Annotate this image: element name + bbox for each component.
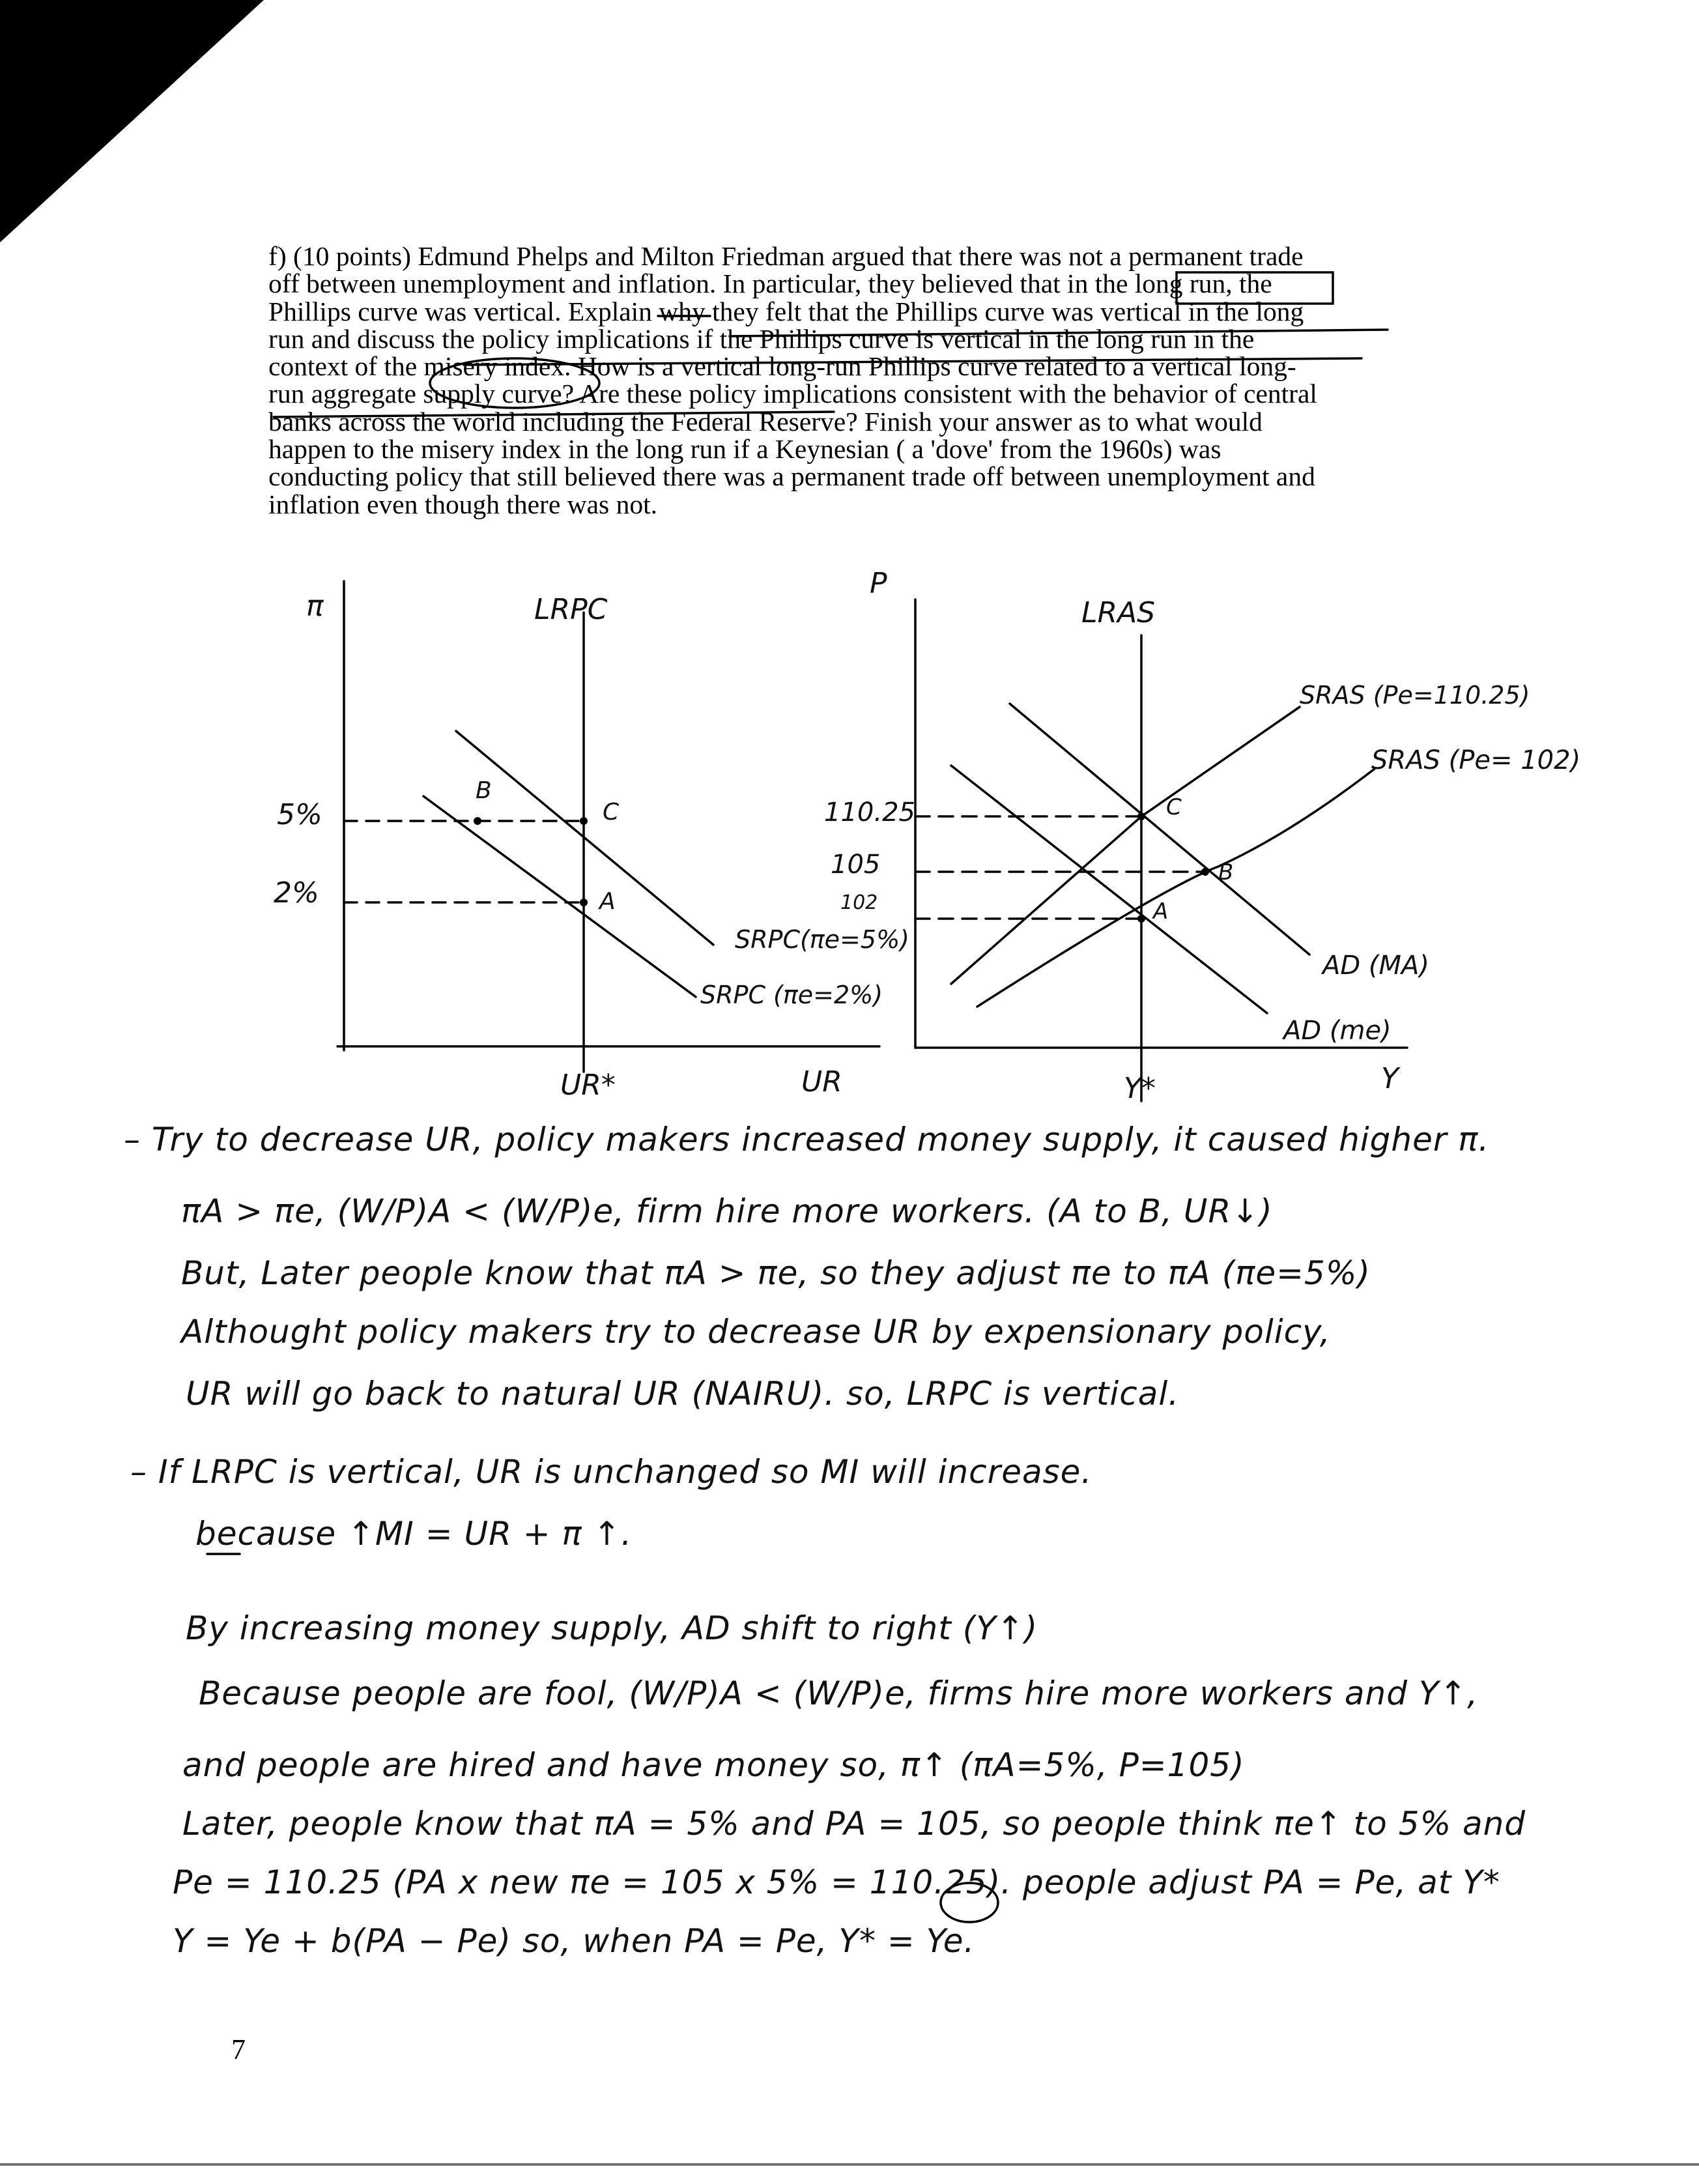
question-line: run and discuss the policy implications if the Phillips curve is vertical in the long run in the (268, 323, 1255, 354)
question-line: context of the misery index. How is a vertical long-run Phillips curve related to a vertical long- (268, 351, 1296, 382)
phillips-x-label: UR (801, 1065, 842, 1099)
point-c-label: C (603, 799, 620, 826)
question-line: banks across the world including the Federal Reserve? Finish your answer as to what would (268, 406, 1263, 437)
answer-line: and people are hired and have money so, π↑ (πA=5%, P=105) (182, 1746, 1245, 1784)
sras-new-label: SRAS (Pe=110.25) (1300, 681, 1530, 710)
answer-line: But, Later people know that πA > πe, so they adjust πe to πA (πe=5%) (181, 1254, 1371, 1292)
answer-line: Because people are fool, (W/P)A < (W/P)e, firms hire more workers and Y↑, (199, 1674, 1479, 1712)
answer-line: Y = Ye + b(PA − Pe) so, when PA = Pe, Y* = Ye. (173, 1922, 975, 1960)
point-a-label: A (599, 888, 616, 915)
answer-line: – Try to decrease UR, policy makers increased money supply, it caused higher π. (124, 1121, 1490, 1158)
adas-point-a-dot (1137, 915, 1145, 923)
underline-mark (464, 358, 1362, 365)
answer-line: because ↑MI = UR + π ↑. (195, 1515, 633, 1553)
price-102-label: 102 (840, 891, 878, 914)
answer-line: πA > πe, (W/P)A < (W/P)e, firm hire more workers. (A to B, UR↓) (181, 1192, 1273, 1230)
answer-line: Althought policy makers try to decrease UR by expensionary policy, (181, 1313, 1331, 1351)
misery-index-circle-mark (430, 358, 599, 408)
lras-label: LRAS (1081, 596, 1156, 629)
five-percent-label: 5% (277, 798, 322, 831)
question-line: Phillips curve was vertical. Explain why they felt that the Phillips curve was vertical in the long (268, 296, 1304, 326)
ur-star-label: UR* (560, 1069, 616, 1102)
srpc-low-label: SRPC (πe=2%) (700, 981, 883, 1009)
point-a-dot (580, 898, 588, 906)
point-b-dot (474, 817, 481, 825)
answer-line: UR will go back to natural UR (NAIRU). so, LRPC is vertical. (186, 1375, 1180, 1413)
long-run-box-mark (1177, 272, 1333, 304)
question-line: happen to the misery index in the long run if a Keynesian ( a 'dove' from the 1960s) was (268, 434, 1221, 465)
question-line: inflation even though there was not. (268, 489, 657, 519)
adas-y-label: P (870, 567, 887, 600)
question-line: off between unemployment and inflation. In particular, they believed that in the long run, the (268, 268, 1272, 299)
price-11025-label: 110.25 (824, 797, 915, 827)
sras-old-label: SRAS (Pe= 102) (1371, 745, 1581, 775)
underline-mark (274, 412, 834, 417)
ad-new-line (951, 766, 1267, 1013)
question-line: f) (10 points) Edmund Phelps and Milton Friedman argued that there was not a permanent trade (268, 241, 1304, 271)
adas-point-b-dot (1201, 868, 1209, 876)
adas-point-c-dot (1137, 812, 1145, 820)
sras-new-curve (951, 707, 1300, 984)
ad-new-label: AD (MA) (1322, 951, 1429, 981)
adas-point-b-label: B (1218, 859, 1234, 885)
answer-line: By increasing money supply, AD shift to right (Y↑) (186, 1609, 1038, 1647)
price-105-label: 105 (831, 850, 881, 880)
adas-x-label: Y (1381, 1062, 1399, 1095)
question-line: run aggregate supply curve? Are these policy implications consistent with the behavior of central (268, 379, 1317, 409)
page-number: 7 (231, 2033, 246, 2065)
two-percent-label: 2% (274, 876, 319, 910)
adas-point-a-label: A (1153, 898, 1169, 925)
question-line: conducting policy that still believed there was a permanent trade off between unemployment and (268, 461, 1315, 492)
srpc-high-label: SRPC(πe=5%) (735, 925, 910, 954)
y-star-label: Y* (1124, 1072, 1156, 1105)
answer-line: Pe = 110.25 (PA x new πe = 105 x 5% = 110.25). people adjust PA = Pe, at Y* (173, 1863, 1500, 1901)
adas-point-c-label: C (1166, 794, 1182, 820)
answer-line: Later, people know that πA = 5% and PA = 105, so people think πe↑ to 5% and (182, 1805, 1526, 1843)
phillips-y-label: π (306, 590, 324, 623)
scan-bottom-edge (0, 2163, 1699, 2166)
answer-line: – If LRPC is vertical, UR is unchanged so MI will increase. (130, 1453, 1092, 1491)
point-b-label: B (476, 777, 492, 804)
lrpc-label: LRPC (534, 593, 608, 626)
point-c-dot (580, 817, 588, 825)
underline-mark (730, 330, 1388, 336)
ad-old-label: AD (me) (1283, 1016, 1392, 1046)
